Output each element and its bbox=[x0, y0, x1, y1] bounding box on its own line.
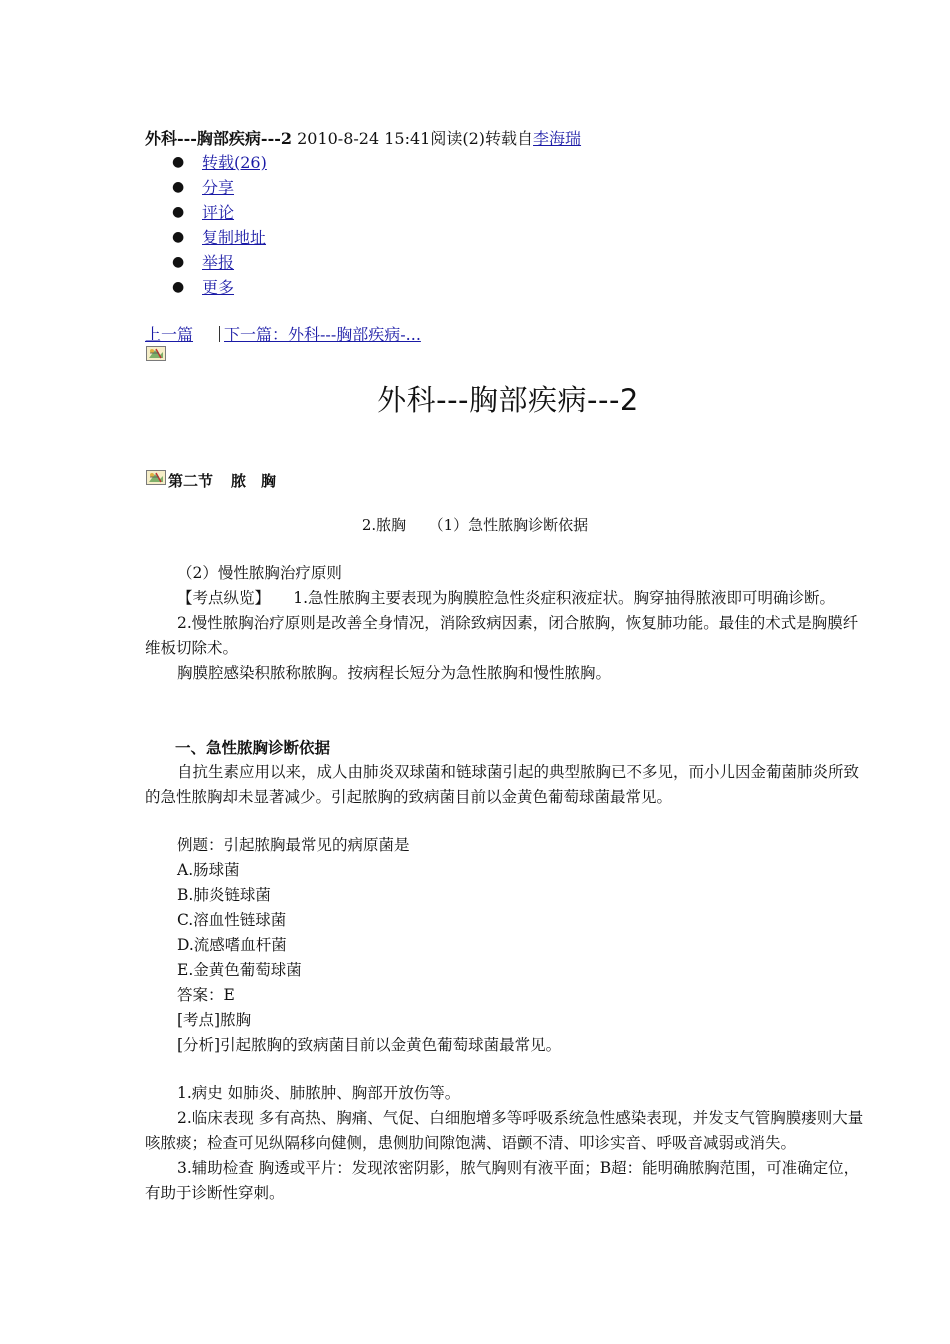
section-name: 脓 胸 bbox=[231, 472, 277, 490]
subheading: 一、急性脓胸诊断依据 bbox=[175, 738, 331, 757]
body-block-2 bbox=[145, 735, 873, 810]
paragraph: 胸膜腔感染积脓称脓胸。按病程长短分为急性脓胸和慢性脓胸。 bbox=[177, 664, 612, 682]
action-item-report bbox=[172, 250, 267, 275]
paragraph: 自抗生素应用以来，成人由肺炎双球菌和链球菌引起的典型脓胸已不多见，而小儿因金葡菌肺炎所致的急性脓胸却未显著减少。引起脓胸的致病菌目前以金黄色葡萄球菌最常见。 bbox=[145, 763, 860, 806]
author-link[interactable]: 李海瑞 bbox=[533, 129, 582, 148]
analysis-text: [分析]引起脓胸的致病菌目前以金黄色葡萄球菌最常见。 bbox=[177, 1036, 562, 1054]
question-block bbox=[145, 833, 873, 1058]
action-list bbox=[172, 150, 267, 300]
list-item: 3.辅助检查 胸透或平片：发现浓密阴影，脓气胸则有液平面；B超：能明确脓胸范围，可准确定位，有助于诊断性穿刺。 bbox=[145, 1159, 860, 1202]
section-heading bbox=[168, 470, 276, 491]
list-item: 1.病史 如肺炎、肺脓肿、胸部开放伤等。 bbox=[177, 1084, 461, 1102]
next-post-link[interactable]: 下一篇：外科---胸部疾病-... bbox=[224, 325, 421, 344]
section-number: 第二节 bbox=[168, 472, 214, 490]
bullet-icon: ● bbox=[172, 154, 185, 170]
paragraph: 【考点纵览】 1.急性脓胸主要表现为胸膜腔急性炎症积液症状。胸穿抽得脓液即可明确诊断。 bbox=[177, 589, 836, 607]
repost-from-label: 转载自 bbox=[485, 129, 534, 148]
option-a: A.肠球菌 bbox=[177, 861, 240, 879]
bullet-icon: ● bbox=[172, 254, 185, 270]
body-block-1 bbox=[145, 561, 873, 686]
report-link[interactable]: 举报 bbox=[202, 253, 235, 272]
outline-line: 2.脓胸 （1）急性脓胸诊断依据 bbox=[361, 516, 589, 534]
answer-text: 答案：E bbox=[177, 986, 235, 1004]
items-block bbox=[145, 1081, 873, 1206]
nav-divider bbox=[219, 326, 220, 342]
copy-address-link[interactable]: 复制地址 bbox=[202, 228, 267, 247]
paragraph: 2.慢性脓胸治疗原则是改善全身情况，消除致病因素，闭合脓胸，恢复肺功能。最佳的术式是胸膜纤维板切除术。 bbox=[145, 614, 859, 657]
post-title: 外科---胸部疾病---2 bbox=[145, 129, 292, 148]
option-b: B.肺炎链球菌 bbox=[177, 886, 271, 904]
broken-image-icon bbox=[146, 346, 166, 361]
post-datetime: 2010-8-24 15:41 bbox=[297, 129, 431, 148]
article-title: 外科---胸部疾病---2 bbox=[377, 383, 639, 417]
broken-image-icon bbox=[146, 470, 166, 485]
bullet-icon: ● bbox=[172, 204, 185, 220]
option-e: E.金黄色葡萄球菌 bbox=[177, 961, 302, 979]
action-item-more bbox=[172, 275, 267, 300]
action-item-repost bbox=[172, 150, 267, 175]
kaodian-text: [考点]脓胸 bbox=[177, 1011, 252, 1029]
option-d: D.流感嗜血杆菌 bbox=[177, 936, 287, 954]
post-header bbox=[145, 126, 581, 149]
question-text: 例题：引起脓胸最常见的病原菌是 bbox=[177, 836, 410, 854]
bullet-icon: ● bbox=[172, 229, 185, 245]
prev-post-link[interactable]: 上一篇 bbox=[145, 325, 194, 344]
bullet-icon: ● bbox=[172, 179, 185, 195]
comment-link[interactable]: 评论 bbox=[202, 203, 235, 222]
more-link[interactable]: 更多 bbox=[202, 278, 235, 297]
share-link[interactable]: 分享 bbox=[202, 178, 235, 197]
paragraph: （2）慢性脓胸治疗原则 bbox=[177, 564, 342, 582]
read-count: 阅读(2) bbox=[430, 129, 486, 148]
list-item: 2.临床表现 多有高热、胸痛、气促、白细胞增多等呼吸系统急性感染表现，并发支气管胸膜瘘则大量咳脓痰；检查可见纵隔移向健侧，患侧肋间隙饱满、语颤不清、叩诊实音、呼吸音减弱或消失。 bbox=[145, 1109, 864, 1152]
post-navigation bbox=[145, 322, 421, 345]
action-item-share bbox=[172, 175, 267, 200]
bullet-icon: ● bbox=[172, 279, 185, 295]
action-item-comment bbox=[172, 200, 267, 225]
option-c: C.溶血性链球菌 bbox=[177, 911, 287, 929]
action-item-copy-address bbox=[172, 225, 267, 250]
repost-link[interactable]: 转载(26) bbox=[202, 153, 267, 172]
